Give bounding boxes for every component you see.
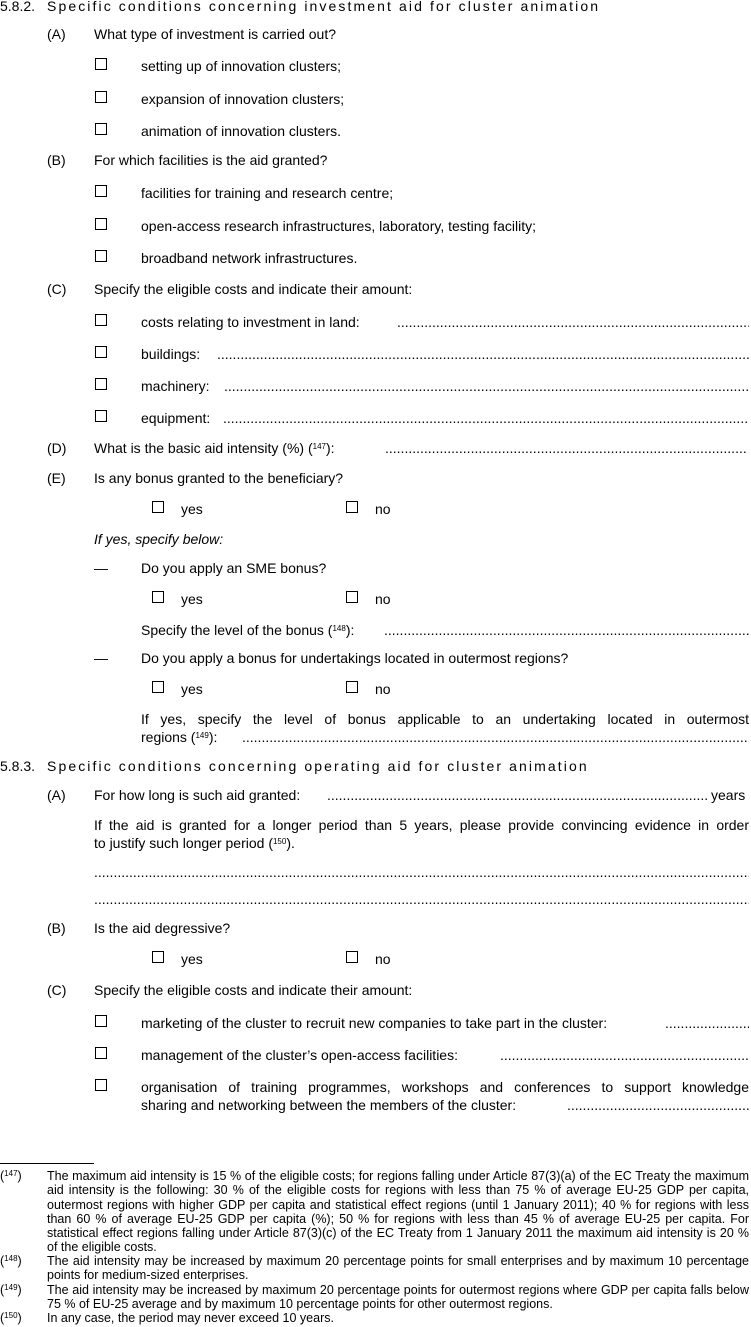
label-bonus-yes: yes bbox=[181, 501, 203, 517]
section-title-5-8-2: Specific conditions concerning investment aid for cluster animation bbox=[47, 0, 601, 14]
question-duration: For how long is such aid granted: bbox=[94, 787, 301, 803]
option-training-programmes-line1: organisation of training programmes, workshops and conferences to support knowledge bbox=[141, 1079, 749, 1095]
option-training-facilities: facilities for training and research centre; bbox=[141, 185, 394, 201]
footnote-marker-149: ($^{149}$) bbox=[0, 1283, 22, 1297]
if-yes-instruction: If yes, specify below: bbox=[94, 531, 224, 547]
amount-field-marketing[interactable] bbox=[665, 1015, 749, 1032]
footnote-text-148: The aid intensity may be increased by maximum 20 percentage points for small enterprises and by maximum 10 percentage points for medium-sized enterprises. bbox=[47, 1254, 749, 1283]
checkbox-animation[interactable] bbox=[95, 123, 107, 135]
question-sme-bonus: Do you apply an SME bonus? bbox=[141, 560, 327, 576]
footnote-marker-148: ($^{148}$) bbox=[0, 1254, 22, 1268]
amount-field-equipment[interactable] bbox=[223, 410, 749, 427]
checkbox-outermost-no[interactable] bbox=[346, 681, 358, 693]
option-machinery: machinery: bbox=[141, 378, 210, 394]
checkbox-degressive-no[interactable] bbox=[346, 951, 358, 963]
option-buildings: buildings: bbox=[141, 346, 201, 362]
option-marketing: marketing of the cluster to recruit new companies to take part in the cluster: bbox=[141, 1015, 608, 1031]
checkbox-sme-yes[interactable] bbox=[152, 591, 164, 603]
option-animation: animation of innovation clusters. bbox=[141, 123, 341, 139]
checkbox-expansion[interactable] bbox=[95, 91, 107, 103]
checkbox-sme-no[interactable] bbox=[346, 591, 358, 603]
question-basic-intensity: What is the basic aid intensity (%) ($^{147}$): bbox=[94, 440, 335, 456]
question-letter-c-op: (C) bbox=[47, 982, 67, 998]
question-letter-c: (C) bbox=[47, 281, 67, 297]
amount-field-land[interactable] bbox=[397, 314, 749, 331]
evidence-field-line1[interactable] bbox=[94, 864, 749, 881]
dash-sme: — bbox=[94, 560, 108, 576]
option-training-programmes-line2: sharing and networking between the members of the cluster: bbox=[141, 1097, 517, 1113]
label-sme-no: no bbox=[375, 591, 391, 607]
checkbox-setting-up[interactable] bbox=[95, 58, 107, 70]
footnote-text-147: The maximum aid intensity is 15 % of the eligible costs; for regions falling under Article 87(3)(a) of the EC Treaty the maximum aid intensity is the following: 30 % of the eligible costs for regions with less than 75 % of average EU-25 GDP per capita, outermost regions with higher GDP per capita and statistical effect regions (until 1 January 2011); 40 % for regions with less than 60 % of average EU-25 GDP per capita (%); 50 % for regions with less than 45 % of average EU-25 per capita. For statistical effect regions falling under Article 87(3)(c) of the EC Treaty from 1 January 2011 the maximum aid intensity is 20 % of the eligible costs. bbox=[47, 1169, 749, 1255]
checkbox-buildings[interactable] bbox=[95, 346, 107, 358]
option-expansion: expansion of innovation clusters; bbox=[141, 91, 345, 107]
option-setting-up: setting up of innovation clusters; bbox=[141, 58, 342, 74]
option-land: costs relating to investment in land: bbox=[141, 314, 360, 330]
checkbox-training-programmes[interactable] bbox=[95, 1079, 107, 1091]
section-title-5-8-3: Specific conditions concerning operating aid for cluster animation bbox=[47, 758, 589, 774]
footnote-text-149: The aid intensity may be increased by maximum 20 percentage points for outermost regions where GDP per capita falls below 75 % of EU-25 average and by maximum 10 percentage points for other outermost regions. bbox=[47, 1283, 749, 1312]
checkbox-broadband[interactable] bbox=[95, 250, 107, 262]
dash-outermost: — bbox=[94, 650, 108, 666]
label-outermost-level-line2: regions ($^{149}$): bbox=[141, 729, 218, 745]
checkbox-land[interactable] bbox=[95, 314, 107, 326]
amount-field-buildings[interactable] bbox=[217, 346, 749, 363]
question-facilities: For which facilities is the aid granted? bbox=[94, 152, 328, 168]
checkbox-management[interactable] bbox=[95, 1047, 107, 1059]
question-letter-a-op: (A) bbox=[47, 787, 66, 803]
amount-field-machinery[interactable] bbox=[224, 378, 749, 395]
footnote-ref-149[interactable]: 149 bbox=[195, 731, 209, 740]
footnote-marker-150: ($^{150}$) bbox=[0, 1311, 22, 1325]
field-duration[interactable] bbox=[327, 787, 708, 804]
footnote-separator bbox=[0, 1163, 94, 1164]
label-bonus-no: no bbox=[375, 501, 391, 517]
question-letter-a: (A) bbox=[47, 26, 66, 42]
label-outermost-no: no bbox=[375, 681, 391, 697]
question-letter-b: (B) bbox=[47, 152, 66, 168]
section-number-5-8-3: 5.8.3. bbox=[0, 758, 36, 774]
section-number-5-8-2: 5.8.2. bbox=[0, 0, 36, 14]
option-management: management of the cluster’s open-access facilities: bbox=[141, 1047, 458, 1063]
checkbox-outermost-yes[interactable] bbox=[152, 681, 164, 693]
checkbox-machinery[interactable] bbox=[95, 378, 107, 390]
option-research-infrastructures: open-access research infrastructures, laboratory, testing facility; bbox=[141, 218, 537, 234]
label-sme-yes: yes bbox=[181, 591, 203, 607]
label-degressive-no: no bbox=[375, 951, 391, 967]
footnote-ref-147[interactable]: 147 bbox=[312, 442, 326, 451]
note-longer-period-line1: If the aid is granted for a longer period than 5 years, please provide convincing evidence in order bbox=[94, 817, 749, 833]
label-degressive-yes: yes bbox=[181, 951, 203, 967]
checkbox-bonus-no[interactable] bbox=[346, 501, 358, 513]
question-letter-b-op: (B) bbox=[47, 920, 66, 936]
question-eligible-costs: Specify the eligible costs and indicate their amount: bbox=[94, 281, 413, 297]
field-basic-intensity[interactable] bbox=[385, 440, 747, 457]
field-outermost-level[interactable] bbox=[242, 729, 749, 746]
checkbox-degressive-yes[interactable] bbox=[152, 951, 164, 963]
question-outermost-bonus: Do you apply a bonus for undertakings located in outermost regions? bbox=[141, 650, 569, 666]
amount-field-training[interactable] bbox=[567, 1097, 749, 1114]
checkbox-bonus-yes[interactable] bbox=[152, 501, 164, 513]
option-broadband: broadband network infrastructures. bbox=[141, 250, 358, 266]
checkbox-marketing[interactable] bbox=[95, 1015, 107, 1027]
question-letter-e: (E) bbox=[47, 470, 66, 486]
footnote-ref-148[interactable]: 148 bbox=[332, 624, 346, 633]
field-sme-level[interactable] bbox=[384, 622, 749, 639]
evidence-field-line2[interactable] bbox=[94, 891, 749, 908]
footnote-marker-147: ($^{147}$) bbox=[0, 1169, 22, 1183]
footnote-ref-150[interactable]: 150 bbox=[272, 837, 287, 846]
question-eligible-costs-op: Specify the eligible costs and indicate their amount: bbox=[94, 982, 413, 998]
label-outermost-level-line1: If yes, specify the level of bonus applicable to an undertaking located in outermost bbox=[141, 711, 749, 727]
amount-field-management[interactable] bbox=[500, 1047, 749, 1064]
label-sme-level: Specify the level of the bonus ($^{148}$): bbox=[141, 622, 355, 638]
question-degressive: Is the aid degressive? bbox=[94, 920, 231, 936]
label-outermost-yes: yes bbox=[181, 681, 203, 697]
checkbox-equipment[interactable] bbox=[95, 410, 107, 422]
checkbox-research-infrastructures[interactable] bbox=[95, 218, 107, 230]
question-letter-d: (D) bbox=[47, 440, 67, 456]
label-years: years bbox=[711, 787, 746, 803]
footnote-text-150: In any case, the period may never exceed 10 years. bbox=[47, 1311, 334, 1325]
option-equipment: equipment: bbox=[141, 410, 211, 426]
question-bonus: Is any bonus granted to the beneficiary? bbox=[94, 470, 344, 486]
question-investment-type: What type of investment is carried out? bbox=[94, 26, 336, 42]
note-longer-period-line2: to justify such longer period ($^{150}$). bbox=[94, 835, 295, 851]
checkbox-training-facilities[interactable] bbox=[95, 185, 107, 197]
